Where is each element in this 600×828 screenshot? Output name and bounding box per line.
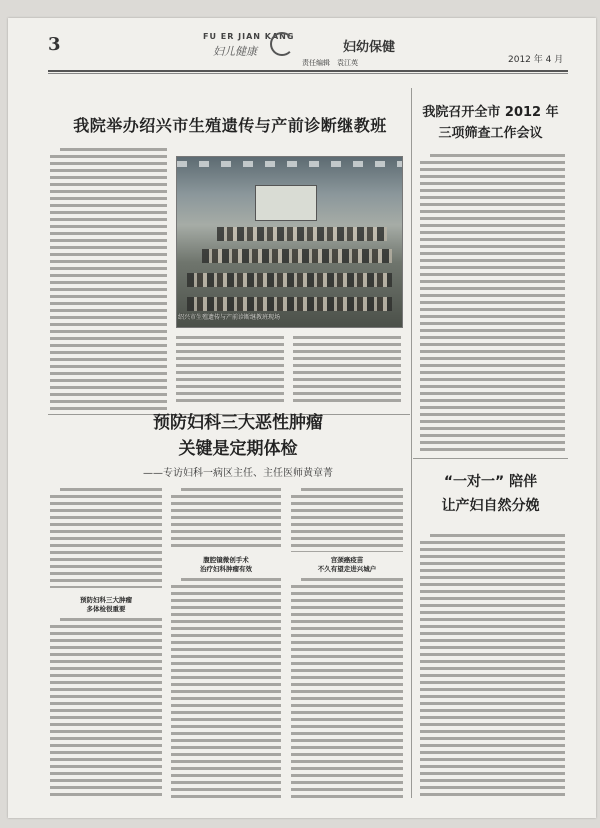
photo-audience-row [217, 227, 387, 241]
article-screening-body [420, 154, 565, 452]
issue-date: 2012 年 4 月 [508, 55, 564, 65]
article-tumor-title-line1: 预防妇科三大恶性肿瘤 [153, 413, 323, 433]
article-tumor-title [48, 410, 428, 462]
section-divider-right [413, 458, 568, 459]
subhead2-line2: 治疗妇科肿瘤有效 [200, 565, 252, 573]
article-shaoxing-col3 [293, 336, 401, 406]
article-tumor-col2-top [171, 488, 281, 550]
header-rule [48, 70, 568, 72]
article-tumor-subhead1 [50, 596, 162, 614]
article-companion-title-line2: 让产妇自然分娩 [441, 498, 540, 514]
article-screening-title-line2: 三项筛查工作会议 [438, 126, 543, 141]
page-number: 3 [48, 34, 61, 55]
article-shaoxing-photo [176, 156, 403, 328]
masthead-logo-icon [270, 32, 294, 56]
section-title: 妇幼保健 [343, 40, 396, 55]
photo-ceiling-lights [177, 161, 402, 167]
article-tumor-col1-top [50, 488, 162, 588]
subhead2-line1: 腹腔镜微创手术 [203, 556, 249, 564]
photo-audience-row [202, 249, 392, 263]
photo-audience-row [187, 273, 392, 287]
photo-projection-screen [255, 185, 317, 221]
photo-audience-row [187, 297, 392, 311]
article-tumor-col1-bottom [50, 618, 162, 798]
article-shaoxing-col2 [176, 336, 284, 406]
article-companion-title-line1: “一对一” 陪伴 [443, 474, 538, 490]
article-companion-title [413, 470, 568, 518]
article-tumor-subhead2 [171, 556, 281, 574]
subhead1-line1: 预防妇科三大肿瘤 [80, 596, 132, 604]
article-screening-title-line1: 我院召开全市 2012 年 [422, 105, 559, 120]
subhead3-line2: 不久有望走进兴城户 [317, 565, 377, 573]
article-companion-body [420, 534, 565, 798]
article-screening-title [413, 102, 568, 144]
masthead-english: FU ER JIAN KANG [203, 32, 295, 41]
editor-credit: 责任编辑 袁江英 [302, 59, 358, 67]
header-rule-thin [48, 73, 568, 74]
article-tumor-subhead3 [291, 556, 403, 574]
article-tumor-subtitle: ——专访妇科一病区主任、主任医师黄章菁 [143, 468, 333, 479]
newspaper-page [8, 18, 596, 818]
article-shaoxing-col1 [50, 148, 167, 412]
article-tumor-col3-bottom [291, 578, 403, 798]
article-shaoxing-title: 我院举办绍兴市生殖遗传与产前诊断继教班 [73, 116, 387, 135]
article-tumor-title-line2: 关键是定期体检 [178, 439, 298, 459]
article-tumor-col2-bottom [171, 578, 281, 798]
subhead3-line1: 宫颈癌疫苗 [330, 556, 364, 564]
article-tumor-col3-top [291, 488, 403, 552]
subhead1-line2: 多体检很重要 [86, 605, 126, 613]
article-shaoxing-photo-caption: 绍兴市生殖遗传与产前诊断继教班现场 [178, 314, 281, 321]
masthead-chinese: 妇儿健康 [213, 45, 257, 58]
